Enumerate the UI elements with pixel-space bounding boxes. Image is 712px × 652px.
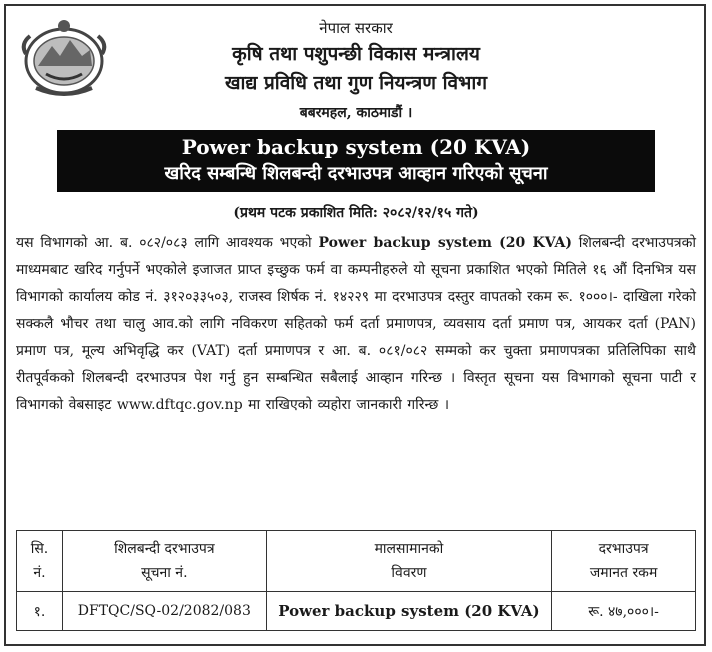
notice-intro: यस विभागको आ. ब. ०८२/०८३ लागि आवश्यक भएको [16,235,319,251]
notice-item-name: Power backup system (20 KVA) [318,235,572,251]
bid-table [16,530,696,631]
banner-title-english: Power backup system (20 KVA) [181,135,531,159]
banner-title-nepali: खरिद सम्बन्धि शिलबन्दी दरभाउपत्र आव्हान गरिएको सूचना [164,163,548,184]
department-title: खाद्य प्रविधि तथा गुण नियन्त्रण विभाग [224,72,488,94]
table-header-row [17,531,696,592]
ministry-title: कृषि तथा पशुपन्छी विकास मन्त्रालय [232,43,480,65]
header-serial: सि. नं. [17,531,63,592]
header-item-description: मालसामानको विवरण [266,531,552,592]
cell-notice-number: DFTQC/SQ-02/2082/083 [62,592,266,631]
header-bid-security: दरभाउपत्र जमानत रकम [552,531,696,592]
header-notice-number: शिलबन्दी दरभाउपत्र सूचना नं. [62,531,266,592]
office-address: बबरमहल, काठमाडौं । [299,105,413,121]
government-label: नेपाल सरकार [319,19,393,37]
notice-banner [57,130,655,192]
notice-body [16,230,696,419]
cell-serial: १. [17,592,63,631]
notice-text: शिलबन्दी दरभाउपत्रको माध्यमबाट खरिद गर्नुपर्ने भएकोले इजाजत प्राप्त इच्छुक फर्म वा कम्पनीहरुले यो सूचना प्रकाशित भएको मितिले १६ औं दिनभित्र यस विभागको कार्यालय कोड नं. ३१२०३३५०३, राजस्व शिर्षक नं. १४२२९ मा दरभाउपत्र दस्तुर वापतको रकम रू. १०००।- दाखिला गरेको सक्कलै भौचर तथा चालु आव.को लागि नविकरण सहितको फर्म दर्ता प्रमाणपत्र, व्यवसाय दर्ता प्रमाण पत्र, आयकर दर्ता (PAN) प्रमाण पत्र, मूल्य अभिवृद्धि कर (VAT) दर्ता प्रमाणपत्र र आ. ब. ०८१/०८२ सम्मको कर चुक्ता प्रमाणपत्रका प्रतिलिपिका साथै रीतपूर्वकको शिलबन्दी दरभाउपत्र पेश गर्नु हुन सम्बन्धित सबैलाई आव्हान गरिन्छ । विस्तृत सूचना यस विभागको सूचना पाटी र विभागको वेबसाइट www.dftqc.gov.np मा राखिएको व्यहोरा जानकारी गरिन्छ । [16,235,696,413]
table-row [17,592,696,631]
publication-date: (प्रथम पटक प्रकाशित मिति: २०८२/१२/१५ गते) [233,205,479,221]
cell-item: Power backup system (20 KVA) [266,592,552,631]
cell-amount: रू. ४७,०००।- [552,592,696,631]
